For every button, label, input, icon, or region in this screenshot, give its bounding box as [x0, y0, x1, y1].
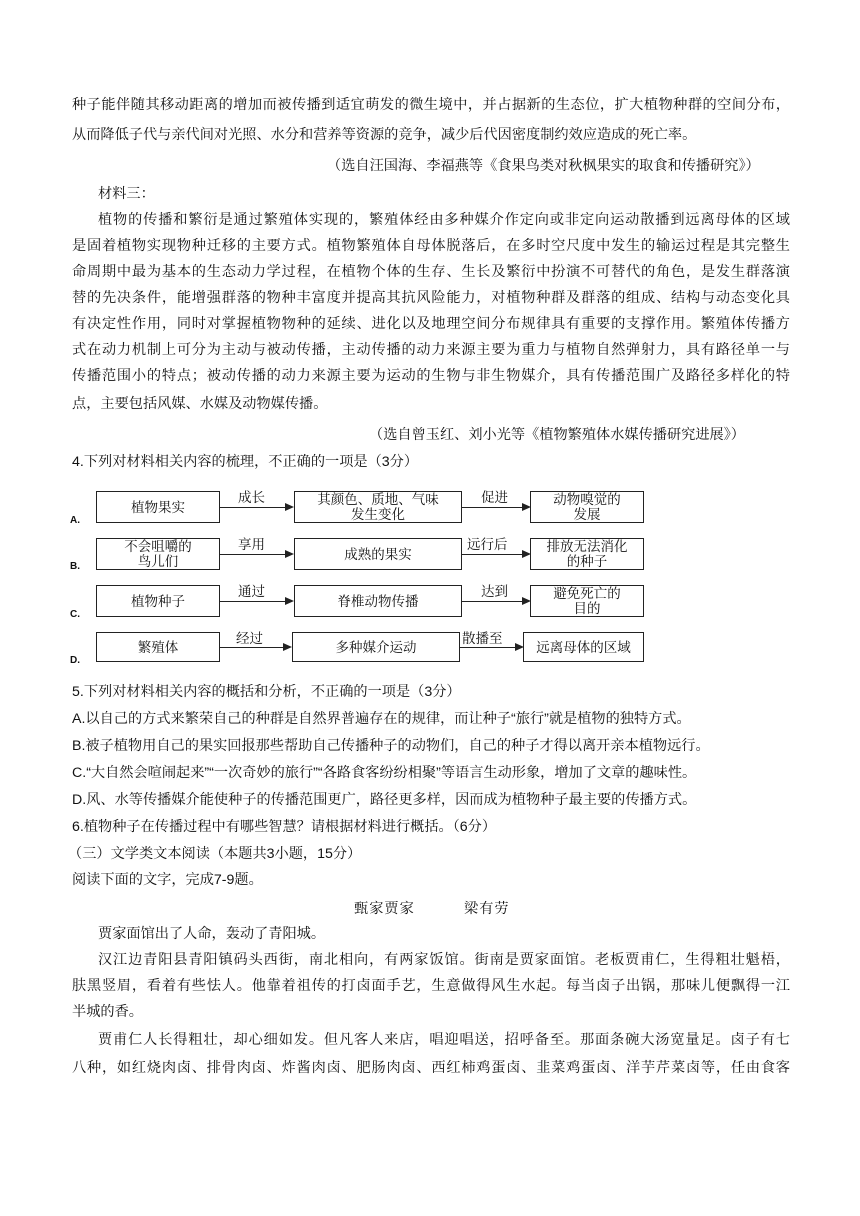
- q5-option-b: B.被子植物用自己的果实回报那些帮助自己传播种子的动物们，自己的种子才得以离开亲本植物远行。: [72, 738, 710, 754]
- arrow-icon: [220, 601, 292, 602]
- flow-label-b2: 远行后: [467, 537, 508, 552]
- flow-label-a2: 促进: [481, 490, 508, 505]
- q5-option-d: D.风、水等传播媒介能使种子的传播范围更广，路径更多样，因而成为植物种子最主要的传播方式。: [72, 792, 697, 808]
- arrow-icon: [462, 601, 529, 602]
- material3-line-1: 植物的传播和繁衍是通过繁殖体实现的，繁殖体经由多种媒介作定向或非定向运动散播到远离母体的区域: [98, 212, 790, 228]
- option-letter-c: C.: [70, 609, 80, 620]
- flow-label-a1: 成长: [238, 490, 265, 505]
- flow-label-b1: 享用: [238, 537, 265, 552]
- story-p3-line-1: 贾甫仁人长得粗壮，却心细如发。但凡客人来店，唱迎唱送，招呼备至。那面条碗大汤宽量足。卤子有七: [98, 1032, 790, 1048]
- section3-heading: （三）文学类文本阅读（本题共3小题，15分）: [68, 846, 362, 862]
- flow-box-c1: 植物种子: [96, 585, 220, 617]
- q6-stem: 6.植物种子在传播过程中有哪些智慧？请根据材料进行概括。（6分）: [72, 819, 497, 835]
- material3-line-2: 是固着植物实现物种迁移的主要方式。植物繁殖体自母体脱落后，在多时空尺度中发生的输运过程是其完整生: [72, 238, 790, 254]
- flow-box-d3: 远离母体的区域: [523, 632, 644, 662]
- source-citation-1: （选自汪国海、李福燕等《食果鸟类对秋枫果实的取食和传播研究》）: [327, 158, 760, 174]
- story-p2-line-2: 肤黑竖眉，看着有些怯人。他靠着祖传的打卤面手艺，生意做得风生水起。每当卤子出锅，那味儿便飘得一江: [72, 978, 790, 994]
- story-p2-line-3: 半城的香。: [72, 1004, 143, 1020]
- story-paragraph-1: 贾家面馆出了人命，轰动了青阳城。: [98, 926, 326, 942]
- story-title: 甄家贾家: [354, 901, 415, 917]
- flow-label-d2: 散播至: [462, 631, 503, 646]
- arrow-icon: [462, 554, 529, 555]
- material3-line-3: 命周期中最为基本的生态动力学过程，在植物个体的生存、生长及繁衍中扮演不可替代的角色，是发生群落演: [72, 264, 790, 280]
- q5-stem: 5.下列对材料相关内容的概括和分析，不正确的一项是（3分）: [72, 684, 461, 700]
- flow-box-a2: 其颜色、质地、气味 发生变化: [294, 491, 462, 523]
- material3-line-7: 传播范围小的特点；被动传播的动力来源主要为运动的生物与非生物媒介，具有传播范围广及路径多样化的特: [72, 368, 790, 384]
- arrow-icon: [220, 507, 292, 508]
- source-citation-2: （选自曾玉红、刘小光等《植物繁殖体水媒传播研究进展》）: [369, 427, 745, 443]
- option-letter-a: A.: [70, 515, 80, 526]
- passage-line-2: 从而降低子代与亲代间对光照、水分和营养等资源的竞争，减少后代因密度制约效应造成的死亡率。: [72, 127, 697, 143]
- section3-instruction: 阅读下面的文字，完成7-9题。: [72, 872, 263, 888]
- flow-box-b3: 排放无法消化 的种子: [530, 538, 644, 570]
- story-p3-line-2: 八种，如红烧肉卤、排骨肉卤、炸酱肉卤、肥肠肉卤、西红柿鸡蛋卤、韭菜鸡蛋卤、洋芋芹菜卤等，任由食客: [72, 1060, 790, 1076]
- option-letter-b: B.: [70, 561, 80, 572]
- flow-box-d1: 繁殖体: [96, 632, 220, 662]
- q5-option-a: A.以自己的方式来繁荣自己的种群是自然界普遍存在的规律，而让种子“旅行”就是植物的独特方式。: [72, 711, 691, 727]
- arrow-icon: [462, 507, 529, 508]
- arrow-icon: [220, 647, 290, 648]
- story-author: 梁有劳: [464, 901, 510, 917]
- material3-line-5: 有决定性作用，同时对掌握植物物种的延续、进化以及地理空间分布规律具有重要的支撑作用。繁殖体传播方: [72, 316, 790, 332]
- flow-label-d1: 经过: [236, 631, 263, 646]
- flow-box-a3: 动物嗅觉的 发展: [530, 491, 644, 523]
- q4-stem: 4.下列对材料相关内容的梳理，不正确的一项是（3分）: [72, 454, 419, 470]
- material3-line-6: 式在动力机制上可分为主动与被动传播，主动传播的动力来源主要为重力与植物自然弹射力，具有路径单一与: [72, 342, 790, 358]
- flow-box-d2: 多种媒介运动: [292, 632, 460, 662]
- flow-box-c3: 避免死亡的 目的: [530, 585, 644, 617]
- material3-line-8: 点，主要包括风媒、水媒及动物媒传播。: [72, 396, 328, 412]
- arrow-icon: [460, 647, 522, 648]
- flow-box-b1: 不会咀嚼的 鸟儿们: [96, 538, 220, 570]
- q5-option-c: C.“大自然会喧闹起来”“一次奇妙的旅行”“各路食客纷纷相聚”等语言生动形象，增加了文章的趣味性。: [72, 765, 697, 781]
- flow-label-c2: 达到: [481, 584, 508, 599]
- passage-line-1: 种子能伴随其移动距离的增加而被传播到适宜萌发的微生境中，并占据新的生态位，扩大植物种群的空间分布，: [72, 97, 790, 113]
- material3-heading: 材料三：: [98, 186, 155, 202]
- story-p2-line-1: 汉江边青阳县青阳镇码头西街，南北相向，有两家饭馆。街南是贾家面馆。老板贾甫仁，生得粗壮魁梧，: [98, 952, 790, 968]
- flow-label-c1: 通过: [238, 584, 265, 599]
- flow-box-c2: 脊椎动物传播: [294, 585, 462, 617]
- option-letter-d: D.: [70, 655, 80, 666]
- material3-line-4: 替的先决条件，能增强群落的物种丰富度并提高其抗风险能力，对植物种群及群落的组成、结构与动态变化具: [72, 290, 790, 306]
- flow-box-b2: 成熟的果实: [294, 538, 462, 570]
- flow-box-a1: 植物果实: [96, 491, 220, 523]
- arrow-icon: [220, 554, 292, 555]
